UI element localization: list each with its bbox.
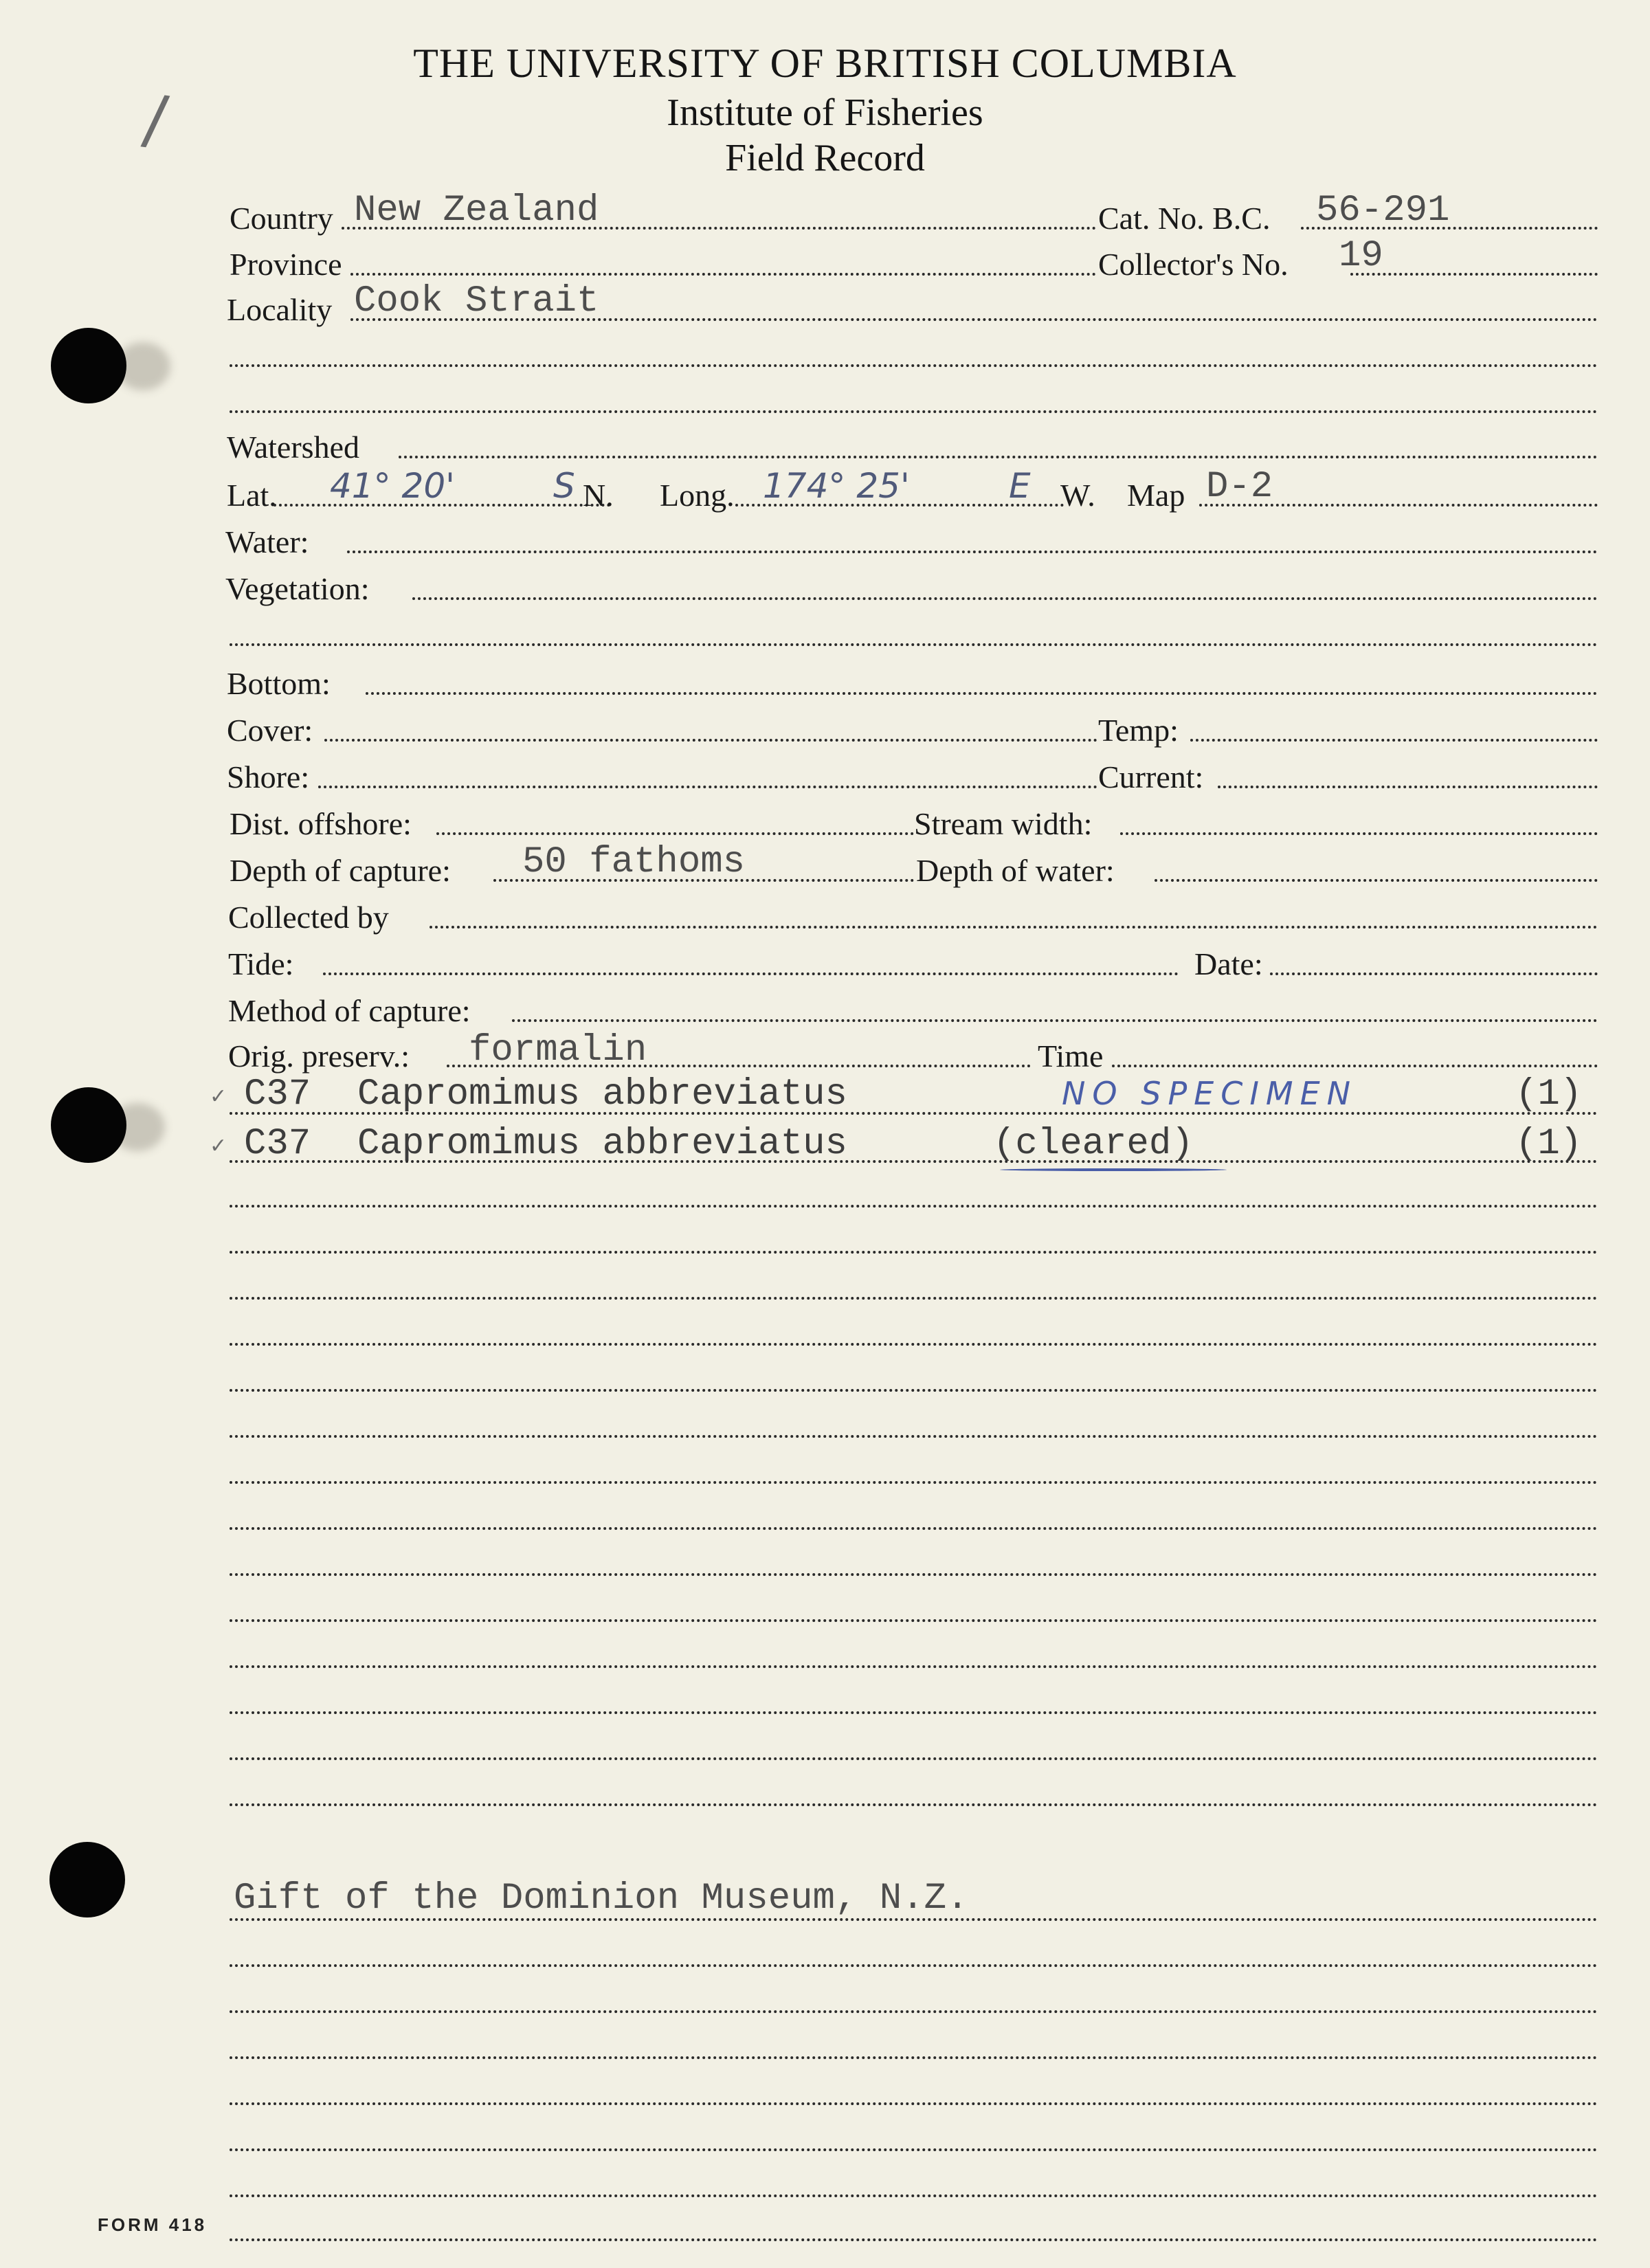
lat-direction: S xyxy=(553,466,575,506)
blank-line xyxy=(230,1297,1598,1300)
depth-capture-value: 50 fathoms xyxy=(522,841,746,883)
time-line xyxy=(1112,1065,1598,1067)
blank-line xyxy=(230,1619,1598,1622)
institute-heading: Institute of Fisheries xyxy=(667,91,983,134)
blank-line xyxy=(230,1435,1598,1438)
date-line xyxy=(1270,972,1598,975)
punch-hole xyxy=(49,1842,125,1917)
vegetation-label: Vegetation: xyxy=(225,571,370,606)
collectors-no-label: Collector's No. xyxy=(1098,247,1289,282)
cleared-underline xyxy=(1000,1168,1227,1171)
time-label: Time xyxy=(1038,1038,1104,1074)
province-label: Province xyxy=(230,247,342,282)
collected-by-label: Collected by xyxy=(228,900,389,935)
dist-offshore-line xyxy=(436,832,914,835)
watershed-line xyxy=(399,456,1598,458)
blank-line xyxy=(230,1343,1598,1346)
country-label: Country xyxy=(230,201,333,236)
specimen-2-name: Capromimus abbreviatus xyxy=(357,1123,847,1165)
specimen-2-code: C37 xyxy=(244,1123,311,1165)
blank-line xyxy=(230,2148,1598,2151)
vegetation-line-2 xyxy=(230,643,1598,646)
tide-line xyxy=(323,972,1179,975)
shore-line xyxy=(318,786,1097,788)
specimen-1-count: (1) xyxy=(1515,1074,1583,1115)
blank-line xyxy=(230,2010,1598,2013)
depth-water-label: Depth of water: xyxy=(916,853,1115,888)
orig-preserv-value: formalin xyxy=(469,1030,647,1071)
long-label: Long. xyxy=(660,478,735,513)
blank-line xyxy=(230,1665,1598,1668)
locality-line-2 xyxy=(230,364,1598,367)
blank-line xyxy=(230,1205,1598,1208)
blank-line xyxy=(230,2194,1598,2197)
depth-water-line xyxy=(1155,879,1598,882)
blank-line xyxy=(230,2056,1598,2059)
collected-by-line xyxy=(430,926,1598,929)
blank-line xyxy=(230,1251,1598,1254)
current-line xyxy=(1218,786,1598,788)
lat-value: 41° 20' xyxy=(330,466,455,506)
blank-line xyxy=(230,1711,1598,1714)
blank-line xyxy=(230,1527,1598,1530)
lat-label: Lat. xyxy=(227,478,277,513)
map-value: D-2 xyxy=(1206,466,1273,508)
specimen-tick: ✓ xyxy=(210,1134,227,1158)
blank-line xyxy=(230,1481,1598,1484)
blank-line xyxy=(230,1964,1598,1967)
specimen-1-code: C37 xyxy=(244,1074,311,1115)
check-mark: / xyxy=(139,80,172,159)
university-heading: THE UNIVERSITY OF BRITISH COLUMBIA xyxy=(413,41,1237,86)
lat-hemisphere-label: N. xyxy=(583,478,614,513)
long-hemisphere-label: W. xyxy=(1060,478,1095,513)
locality-label: Locality xyxy=(227,292,333,327)
bottom-label: Bottom: xyxy=(227,666,331,701)
tide-label: Tide: xyxy=(228,946,294,981)
specimen-2-count: (1) xyxy=(1515,1123,1583,1165)
map-label: Map xyxy=(1127,478,1185,513)
bottom-line xyxy=(366,692,1598,695)
specimen-2-note: (cleared) xyxy=(993,1123,1194,1165)
temp-line xyxy=(1190,739,1598,742)
cover-line xyxy=(324,739,1097,742)
blank-line xyxy=(230,2102,1598,2105)
locality-value: Cook Strait xyxy=(354,280,599,322)
country-value: New Zealand xyxy=(354,190,599,232)
punch-hole xyxy=(51,328,126,403)
punch-hole xyxy=(51,1087,126,1163)
province-line xyxy=(350,273,1096,276)
specimen-tick: ✓ xyxy=(210,1085,227,1109)
watershed-label: Watershed xyxy=(227,430,359,465)
temp-label: Temp: xyxy=(1098,713,1179,748)
blank-line xyxy=(230,1389,1598,1392)
water-line xyxy=(347,551,1598,553)
shore-label: Shore: xyxy=(227,759,310,794)
method-line xyxy=(512,1019,1598,1022)
specimen-2-line xyxy=(230,1160,1598,1163)
record-heading: Field Record xyxy=(725,137,925,179)
cat-no-label: Cat. No. B.C. xyxy=(1098,201,1271,236)
stream-width-label: Stream width: xyxy=(914,806,1093,841)
method-label: Method of capture: xyxy=(228,993,471,1028)
long-value: 174° 25' xyxy=(763,466,910,506)
form-number: FORM 418 xyxy=(98,2214,208,2235)
remarks-line xyxy=(230,1918,1598,1921)
long-direction: E xyxy=(1009,466,1031,506)
blank-line xyxy=(230,2238,1598,2241)
blank-line xyxy=(230,1573,1598,1576)
specimen-1-name: Capromimus abbreviatus xyxy=(357,1074,847,1115)
water-label: Water: xyxy=(225,524,309,559)
orig-preserv-label: Orig. preserv.: xyxy=(228,1038,410,1074)
remarks-text: Gift of the Dominion Museum, N.Z. xyxy=(234,1878,969,1920)
specimen-1-line xyxy=(230,1112,1598,1115)
vegetation-line xyxy=(412,597,1598,600)
dist-offshore-label: Dist. offshore: xyxy=(230,806,412,841)
current-label: Current: xyxy=(1098,759,1204,794)
depth-capture-label: Depth of capture: xyxy=(230,853,451,888)
collectors-no-value: 19 xyxy=(1339,235,1383,277)
cat-no-value: 56-291 xyxy=(1316,190,1450,232)
locality-line-3 xyxy=(230,410,1598,413)
date-label: Date: xyxy=(1194,946,1263,981)
blank-line xyxy=(230,1757,1598,1760)
stream-width-line xyxy=(1120,832,1598,835)
blank-line xyxy=(230,1803,1598,1806)
cover-label: Cover: xyxy=(227,713,313,748)
specimen-1-note: NO SPECIMEN xyxy=(1062,1075,1358,1112)
collectors-no-line xyxy=(1350,273,1598,276)
